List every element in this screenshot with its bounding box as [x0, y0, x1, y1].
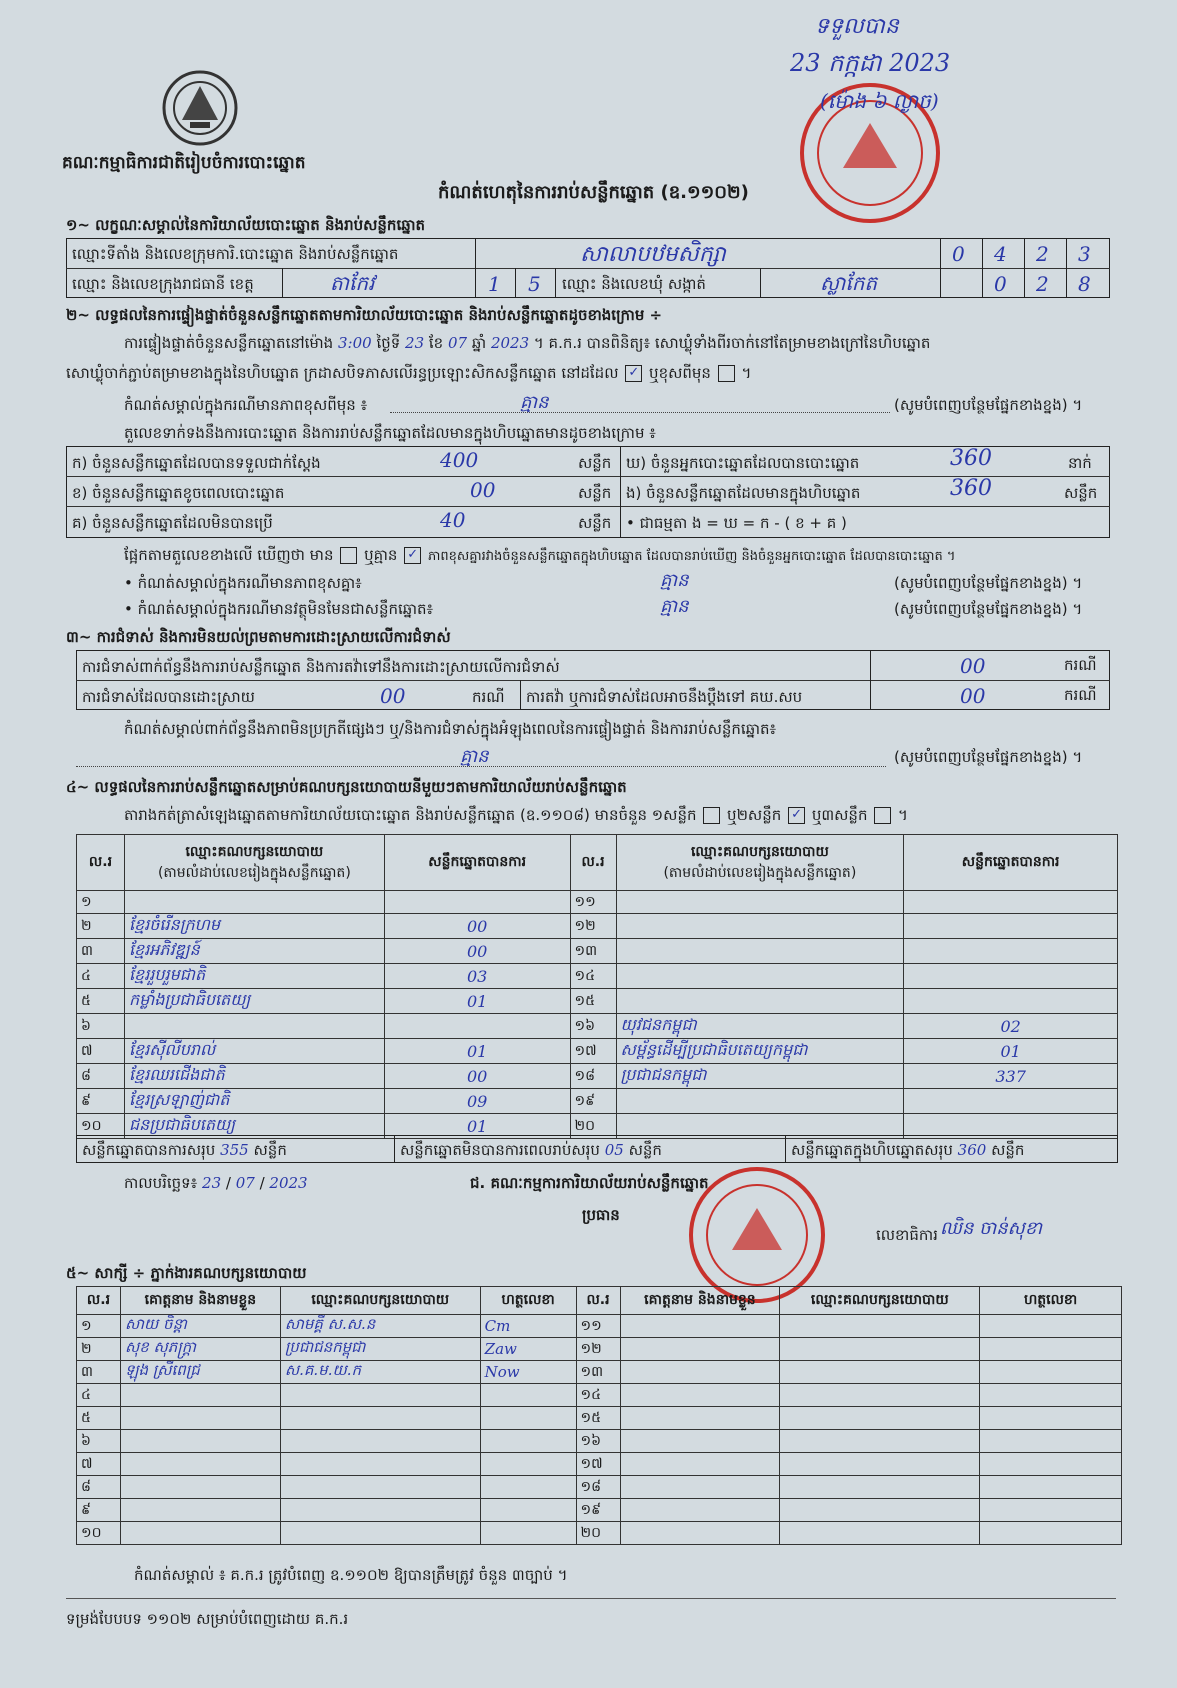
box-ballots-unit: សន្លឹក [1064, 484, 1098, 502]
result-no: ៤ [77, 964, 125, 989]
witness-name [620, 1338, 780, 1361]
witness-row [77, 1315, 1122, 1338]
witness-party [280, 1384, 480, 1407]
section4-heading: ៤~ លទ្ធផលនៃការរាប់សន្លឹកឆ្នោតសម្រាប់គណបក្សនយោបាយនីមួយៗតាមការិយាល័យរាប់សន្លឹកឆ្នោត [66, 778, 627, 796]
bullet-foreign-hint: (សូមបំពេញបន្ថែមផ្នែកខាងខ្នង) ។ [894, 600, 1083, 618]
result-no: ១៣ [570, 939, 616, 964]
province-label: ឈ្មោះ និងលេខក្រុងរាជធានី ខេត្ត [72, 275, 254, 293]
has-discrepancy-checkbox[interactable] [340, 547, 357, 564]
result-party-name: សម្ព័ន្ធដើម្បីប្រជាធិបតេយ្យកម្ពុជា [616, 1039, 904, 1064]
sign-date: កាលបរិច្ឆេទ៖ 23 / 07 / 2023 [124, 1174, 308, 1192]
witness-no: ១៥ [576, 1407, 620, 1430]
voters-label: ឃ) ចំនួនអ្នកបោះឆ្នោតដែលបានបោះឆ្នោត [626, 454, 860, 472]
result-votes [904, 989, 1118, 1014]
witness-row [77, 1407, 1122, 1430]
witness-party: ស.គ.ម.យ.ក [280, 1361, 480, 1384]
tally-1-checkbox[interactable] [703, 807, 720, 824]
col-no-left: ល.រ [77, 835, 125, 891]
result-votes [384, 891, 570, 914]
witness-name [620, 1384, 780, 1407]
witness-no: ១៦ [576, 1430, 620, 1453]
w-col-sign-right: ហត្ថលេខា [980, 1287, 1122, 1315]
station-name-label: ឈ្មោះទីតាំង និងលេខក្រុមការិ.បោះឆ្នោត និងរាប់សន្លឹកឆ្នោត [72, 245, 399, 263]
result-no: ១៥ [570, 989, 616, 1014]
witness-no: ១៧ [576, 1453, 620, 1476]
received-stamp-time: (ម៉ោង ៦ ល្ងាច) [820, 89, 939, 113]
witness-signature [480, 1522, 576, 1545]
change-note-value: គ្មាន [520, 392, 549, 413]
section2-heading: ២~ លទ្ធផលនៃការផ្ទៀងផ្ទាត់ចំនួនសន្លឹកឆ្នោតតាមការិយាល័យបោះឆ្នោត និងរាប់សន្លឹកឆ្នោតដូចខាងក្រោម ÷ [66, 306, 663, 324]
result-no: ៣ [77, 939, 125, 964]
witness-party [280, 1499, 480, 1522]
witness-signature [480, 1453, 576, 1476]
appeal-label: ការតវ៉ា ឬការជំទាស់ដែលអាចនឹងប្តឹងទៅ គឃ.សប [526, 688, 803, 706]
station-name-value: សាលាបឋមសិក្សា [580, 242, 726, 267]
total-invalid-value: 05 [604, 1141, 624, 1159]
results-row [77, 1089, 1118, 1114]
witness-signature [980, 1522, 1122, 1545]
section3-heading: ៣~ ការជំទាស់ និងការមិនយល់ព្រមតាមការដោះស្រាយលើការជំទាស់ [66, 628, 451, 646]
witness-signature [980, 1407, 1122, 1430]
result-no: ២០ [570, 1114, 616, 1139]
result-no: ១០ [77, 1114, 125, 1139]
result-votes [904, 891, 1118, 914]
witness-no: ២០ [576, 1522, 620, 1545]
witness-row [77, 1384, 1122, 1407]
bullet-discrepancy-label: • កំណត់សម្គាល់ក្នុងករណីមានភាពខុសគ្នា៖ [124, 574, 362, 592]
witness-name [620, 1430, 780, 1453]
result-votes: 03 [384, 964, 570, 989]
result-party-name: ខ្មែរស្រឡាញ់ជាតិ [124, 1089, 384, 1114]
result-no: ១ [77, 891, 125, 914]
resolved-label: ការជំទាស់ដែលបានដោះស្រាយ [82, 688, 255, 706]
box-ballots-value: 360 [950, 476, 992, 501]
result-party-name: ខ្មែរឈរជើងជាតិ [124, 1064, 384, 1089]
witness-party [780, 1407, 980, 1430]
complaints-unit: ករណី [1064, 656, 1097, 674]
results-row [77, 989, 1118, 1014]
witness-row [77, 1476, 1122, 1499]
witness-signature [980, 1361, 1122, 1384]
witness-signature [480, 1499, 576, 1522]
witness-signature [980, 1499, 1122, 1522]
voters-unit: នាក់ [1068, 454, 1092, 472]
witness-party [280, 1453, 480, 1476]
w-col-no-right: ល.រ [576, 1287, 620, 1315]
witness-party [780, 1361, 980, 1384]
results-row [77, 891, 1118, 914]
station-digit-1: 0 [952, 242, 965, 266]
result-votes [904, 939, 1118, 964]
witness-no: ៩ [77, 1499, 121, 1522]
result-party-name [124, 891, 384, 914]
witness-name [120, 1499, 280, 1522]
result-no: ១៦ [570, 1014, 616, 1039]
result-votes: 00 [384, 1064, 570, 1089]
total-valid: សន្លឹកឆ្នោតបានការសរុប 355 សន្លឹក [82, 1141, 287, 1159]
irregularity-note-value: គ្មាន [460, 746, 489, 767]
result-votes: 01 [384, 1039, 570, 1064]
result-votes: 01 [904, 1039, 1118, 1064]
province-digit-1: 1 [488, 272, 501, 296]
result-votes [384, 1014, 570, 1039]
resolved-value: 00 [380, 684, 406, 708]
witness-no: ១១ [576, 1315, 620, 1338]
witness-signature: Zaw [480, 1338, 576, 1361]
result-party-name [616, 989, 904, 1014]
result-party-name: ជនប្រជាធិបតេយ្យ [124, 1114, 384, 1139]
voters-value: 360 [950, 446, 992, 471]
result-no: ២ [77, 914, 125, 939]
witness-party [280, 1430, 480, 1453]
witness-no: ១ [77, 1315, 121, 1338]
result-votes: 00 [384, 914, 570, 939]
results-row [77, 1039, 1118, 1064]
result-votes: 00 [384, 939, 570, 964]
spoiled-ballots-label: ខ) ចំនួនសន្លឹកឆ្នោតខូចពេលបោះឆ្នោត [72, 484, 285, 502]
irregularity-note-hint: (សូមបំពេញបន្ថែមផ្នែកខាងខ្នង) ។ [894, 748, 1083, 766]
witness-no: ១៤ [576, 1384, 620, 1407]
received-stamp-line1: ទទួលបាន [815, 14, 899, 39]
result-votes: 01 [384, 1114, 570, 1139]
unused-ballots-label: គ) ចំនួនសន្លឹកឆ្នោតដែលមិនបានប្រើ [72, 514, 273, 532]
witness-name: សុខ សុភក្ត្រា [120, 1338, 280, 1361]
w-col-name-right: គោត្តនាម និងនាមខ្លួន [620, 1287, 780, 1315]
witness-name [620, 1453, 780, 1476]
witness-signature: Cm [480, 1315, 576, 1338]
result-party-name [616, 1089, 904, 1114]
witness-party: ប្រជាជនកម្ពុជា [280, 1338, 480, 1361]
result-party-name [124, 1014, 384, 1039]
witness-signature [980, 1430, 1122, 1453]
commission-name: គណៈកម្មាធិការជាតិរៀបចំការបោះឆ្នោត [62, 153, 306, 173]
witness-no: ១៩ [576, 1499, 620, 1522]
commission-logo [160, 68, 240, 148]
spoiled-ballots-value: 00 [470, 478, 496, 502]
result-no: ១១ [570, 891, 616, 914]
witness-no: ៨ [77, 1476, 121, 1499]
col-party-left: ឈ្មោះគណបក្សនយោបាយ (តាមលំដាប់លេខរៀងក្នុងសន្លឹកឆ្នោត) [124, 835, 384, 891]
result-party-name: កម្លាំងប្រជាធិបតេយ្យ [124, 989, 384, 1014]
appeal-value: 00 [960, 684, 986, 708]
witness-party [280, 1522, 480, 1545]
w-col-name-left: គោត្តនាម និងនាមខ្លួន [120, 1287, 280, 1315]
result-no: ១៩ [570, 1089, 616, 1114]
result-party-name [616, 939, 904, 964]
station-digit-2: 4 [994, 242, 1007, 266]
bullet-discrepancy-value: គ្មាន [660, 570, 689, 591]
result-party-name [616, 964, 904, 989]
result-party-name [616, 891, 904, 914]
unused-ballots-value: 40 [440, 508, 466, 532]
commune-digit-2: 2 [1036, 272, 1049, 296]
received-ballots-unit: សន្លឹក [578, 454, 612, 472]
witness-signature [980, 1338, 1122, 1361]
received-ballots-label: ក) ចំនួនសន្លឹកឆ្នោតដែលបានទទួលជាក់ស្តែង [72, 454, 321, 472]
witness-row [77, 1361, 1122, 1384]
result-party-name: ប្រជាជនកម្ពុជា [616, 1064, 904, 1089]
witness-name [620, 1499, 780, 1522]
verify-line2: សោឃ្លុំចាក់ភ្ជាប់តម្រាមខាងក្នុងនៃហិបឆ្នោត ក្រដាសបិទភាសលើរន្ធប្រឡោះសិកសន្លឹកឆ្នោត នៅដដែល ✓ ឬខុសពីមុន ។ [66, 364, 752, 382]
witness-no: ៤ [77, 1384, 121, 1407]
witness-row [77, 1522, 1122, 1545]
witness-no: ១០ [77, 1522, 121, 1545]
witness-signature [480, 1430, 576, 1453]
w-col-sign-left: ហត្ថលេខា [480, 1287, 576, 1315]
complaints-value: 00 [960, 654, 986, 678]
witness-signature [480, 1476, 576, 1499]
change-note-hint: (សូមបំពេញបន្ថែមផ្នែកខាងខ្នង) ។ [894, 396, 1083, 414]
witness-signature [980, 1476, 1122, 1499]
changed-checkbox[interactable] [718, 365, 735, 382]
witness-party [780, 1453, 980, 1476]
result-votes: 01 [384, 989, 570, 1014]
witness-name [120, 1430, 280, 1453]
witness-no: ៣ [77, 1361, 121, 1384]
station-digit-4: 3 [1078, 242, 1091, 266]
result-votes [904, 914, 1118, 939]
witness-party [780, 1430, 980, 1453]
witness-party [780, 1522, 980, 1545]
result-party-name: ខ្មែរចំរើនក្រហម [124, 914, 384, 939]
witness-signature: Now [480, 1361, 576, 1384]
result-no: ១៤ [570, 964, 616, 989]
resolved-unit: ករណី [472, 688, 505, 706]
verify-day: 23 [405, 334, 425, 352]
result-no: ៦ [77, 1014, 125, 1039]
received-stamp-date: 23 កក្កដា 2023 [790, 49, 951, 77]
tally-2-checkbox[interactable]: ✓ [788, 807, 805, 824]
witness-party [280, 1476, 480, 1499]
witness-row [77, 1499, 1122, 1522]
result-votes [904, 964, 1118, 989]
spoiled-ballots-unit: សន្លឹក [578, 484, 612, 502]
received-ballots-value: 400 [440, 448, 479, 472]
station-digit-3: 2 [1036, 242, 1049, 266]
results-row [77, 964, 1118, 989]
bullet-foreign-value: គ្មាន [660, 596, 689, 617]
witness-signature [480, 1384, 576, 1407]
witness-no: ៧ [77, 1453, 121, 1476]
results-table [76, 834, 1118, 1139]
witness-name [620, 1361, 780, 1384]
total-invalid: សន្លឹកឆ្នោតមិនបានការពេលរាប់សរុប 05 សន្លឹក [400, 1141, 662, 1159]
form-title: កំណត់ហេតុនៃការរាប់សន្លឹកឆ្នោត (ឧ.១១០២) [438, 182, 749, 203]
w-col-no-left: ល.រ [77, 1287, 121, 1315]
result-party-name: ខ្មែរស៊ីលីបរាល់ [124, 1039, 384, 1064]
witness-no: ១២ [576, 1338, 620, 1361]
witness-party [780, 1338, 980, 1361]
witness-no: ៥ [77, 1407, 121, 1430]
result-no: ៥ [77, 989, 125, 1014]
result-votes [904, 1089, 1118, 1114]
witness-no: ២ [77, 1338, 121, 1361]
formula-note: • ជាធម្មតា ង = ឃ = ក - ( ខ + គ ) [626, 514, 847, 532]
figures-intro: តួលេខទាក់ទងនឹងការបោះឆ្នោត និងការរាប់សន្លឹកឆ្នោតដែលមានក្នុងហិបឆ្នោតមានដូចខាងក្រោម ៖ [124, 424, 656, 442]
results-row [77, 939, 1118, 964]
witness-name [120, 1522, 280, 1545]
witness-party: សាមគ្គី ស.ស.ន [280, 1315, 480, 1338]
witness-name [620, 1522, 780, 1545]
total-in-box: សន្លឹកឆ្នោតក្នុងហិបឆ្នោតសរុប 360 សន្លឹក [791, 1141, 1025, 1159]
witness-signature [980, 1453, 1122, 1476]
commune-digit-3: 8 [1078, 272, 1091, 296]
col-party-right: ឈ្មោះគណបក្សនយោបាយ (តាមលំដាប់លេខរៀងក្នុងសន្លឹកឆ្នោត) [616, 835, 904, 891]
result-no: ៩ [77, 1089, 125, 1114]
witness-name [120, 1407, 280, 1430]
witness-no: ៦ [77, 1430, 121, 1453]
change-note-label: កំណត់សម្គាល់ក្នុងករណីមានភាពខុសពីមុន ៖ [124, 396, 368, 414]
witness-name [120, 1476, 280, 1499]
results-row [77, 1014, 1118, 1039]
witness-table [76, 1286, 1122, 1545]
witness-signature [480, 1407, 576, 1430]
footnote: កំណត់សម្គាល់ ៖ គ.ក.រ ត្រូវបំពេញ ឧ.១១០២ ឱ្យបានត្រឹមត្រូវ ចំនួន ៣ច្បាប់ ។ [134, 1566, 568, 1584]
commune-digit-1: 0 [994, 272, 1007, 296]
result-no: ៨ [77, 1064, 125, 1089]
col-votes-left: សន្លឹកឆ្នោតបានការ [384, 835, 570, 891]
verify-month: 07 [447, 334, 468, 352]
col-no-right: ល.រ [570, 835, 616, 891]
witness-row [77, 1338, 1122, 1361]
result-votes: 337 [904, 1064, 1118, 1089]
result-party-name: ខ្មែរអភិវឌ្ឍន៍ [124, 939, 384, 964]
witness-signature [980, 1384, 1122, 1407]
w-col-party-left: ឈ្មោះគណបក្សនយោបាយ [280, 1287, 480, 1315]
results-row [77, 914, 1118, 939]
witness-party [780, 1499, 980, 1522]
col-votes-right: សន្លឹកឆ្នោតបានការ [904, 835, 1118, 891]
secretary-name: ឈិន ចាន់សុខា [940, 1218, 1042, 1239]
commune-value: ស្លាកែត [820, 271, 878, 295]
no-discrepancy-checkbox[interactable]: ✓ [404, 547, 421, 564]
witness-name: ឡុង ស្រីពេជ្រ [120, 1361, 280, 1384]
commission-signature-title: ជ. គណៈកម្មការការិយាល័យរាប់សន្លឹកឆ្នោត [470, 1174, 709, 1192]
total-in-box-value: 360 [957, 1141, 987, 1159]
bullet-foreign-label: • កំណត់សម្គាល់ក្នុងករណីមានវត្ថុមិនមែនជាសន្លឹកឆ្នោត៖ [124, 600, 434, 618]
chair-label: ប្រធាន [582, 1206, 620, 1224]
box-ballots-label: ង) ចំនួនសន្លឹកឆ្នោតដែលមានក្នុងហិបឆ្នោត [626, 484, 861, 502]
complaints-label: ការជំទាស់ពាក់ព័ន្ធនឹងការរាប់សន្លឹកឆ្នោត និងការតវ៉ាទៅនឹងការដោះស្រាយលើការជំទាស់ [82, 658, 560, 676]
result-votes: 09 [384, 1089, 570, 1114]
unchanged-checkbox[interactable]: ✓ [625, 365, 642, 382]
commune-label: ឈ្មោះ និងលេខឃុំ សង្កាត់ [562, 275, 706, 293]
witness-name [620, 1476, 780, 1499]
witness-name [620, 1315, 780, 1338]
result-votes: 02 [904, 1014, 1118, 1039]
bullet-discrepancy-hint: (សូមបំពេញបន្ថែមផ្នែកខាងខ្នង) ។ [894, 574, 1083, 592]
discrepancy-line: ផ្អែកតាមតួលេខខាងលើ ឃើញថា មាន ឬគ្មាន ✓ ភាពខុសគ្នារវាងចំនួនសន្លឹកឆ្នោតក្នុងហិបឆ្នោត ដែលបានរាប់ឃើញ និងចំនួនអ្នកបោះឆ្នោត ដែលបានបោះឆ្នោត ។ [124, 546, 956, 564]
result-no: ១២ [570, 914, 616, 939]
w-col-party-right: ឈ្មោះគណបក្សនយោបាយ [780, 1287, 980, 1315]
verify-time: 3:00 [337, 334, 372, 352]
witness-party [780, 1476, 980, 1499]
result-no: ១៨ [570, 1064, 616, 1089]
unused-ballots-unit: សន្លឹក [578, 514, 612, 532]
witness-name [120, 1384, 280, 1407]
witness-row [77, 1453, 1122, 1476]
result-party-name: យុវជនកម្ពុជា [616, 1014, 904, 1039]
result-party-name [616, 914, 904, 939]
irregularity-note-label: កំណត់សម្គាល់ពាក់ព័ន្ធនឹងភាពមិនប្រក្រតីផ្សេងៗ ឬ/និងការជំទាស់ក្នុងអំឡុងពេលនៃការផ្ទៀងផ្ទាត់ និងការរាប់សន្លឹកឆ្នោត៖ [124, 720, 777, 738]
results-row [77, 1064, 1118, 1089]
tally-line: តារាងកត់ត្រាសំឡេងឆ្នោតតាមការិយាល័យបោះឆ្នោត និងរាប់សន្លឹកឆ្នោត (ឧ.១១០៨) មានចំនួន ១សន្លឹក ឬ២សន្លឹក ✓ ឬ៣សន្លឹក ។ [124, 806, 908, 824]
form-footer: ទម្រង់បែបបទ ១១០២ សម្រាប់បំពេញដោយ គ.ក.រ [66, 1610, 349, 1628]
result-party-name: ខ្មែររួបរួមជាតិ [124, 964, 384, 989]
verify-year: 2023 [490, 334, 530, 352]
witness-party [780, 1315, 980, 1338]
section1-heading: ១~ លក្ខណៈសម្គាល់នៃការិយាល័យបោះឆ្នោត និងរាប់សន្លឹកឆ្នោត [66, 216, 426, 234]
witness-party [780, 1384, 980, 1407]
result-no: ១៧ [570, 1039, 616, 1064]
total-valid-value: 355 [220, 1141, 249, 1159]
verify-line1: ការផ្ទៀងផ្ទាត់ចំនួនសន្លឹកឆ្នោតនៅម៉ោង 3:00 ថ្ងៃទី 23 ខែ 07 ឆ្នាំ 2023 ។ គ.ក.រ បានពិនិត្យ៖ សោឃ្លុំទាំងពីរចាក់នៅតែម្រាមខាងក្រៅនៃហិបឆ្នោត [124, 334, 931, 352]
section5-heading: ៥~ សាក្សី ÷ ភ្នាក់ងារគណបក្សនយោបាយ [66, 1264, 307, 1282]
witness-no: ១៨ [576, 1476, 620, 1499]
appeal-unit: ករណី [1064, 686, 1097, 704]
witness-signature [980, 1315, 1122, 1338]
province-value: តាកែវ [330, 271, 375, 295]
province-digit-2: 5 [528, 272, 541, 296]
tally-3-checkbox[interactable] [874, 807, 891, 824]
result-no: ៧ [77, 1039, 125, 1064]
witness-no: ១៣ [576, 1361, 620, 1384]
witness-party [280, 1407, 480, 1430]
secretary-label: លេខាធិការ [876, 1226, 938, 1244]
witness-name [620, 1407, 780, 1430]
witness-name: សាយ ចិន្តា [120, 1315, 280, 1338]
witness-name [120, 1453, 280, 1476]
witness-row [77, 1430, 1122, 1453]
